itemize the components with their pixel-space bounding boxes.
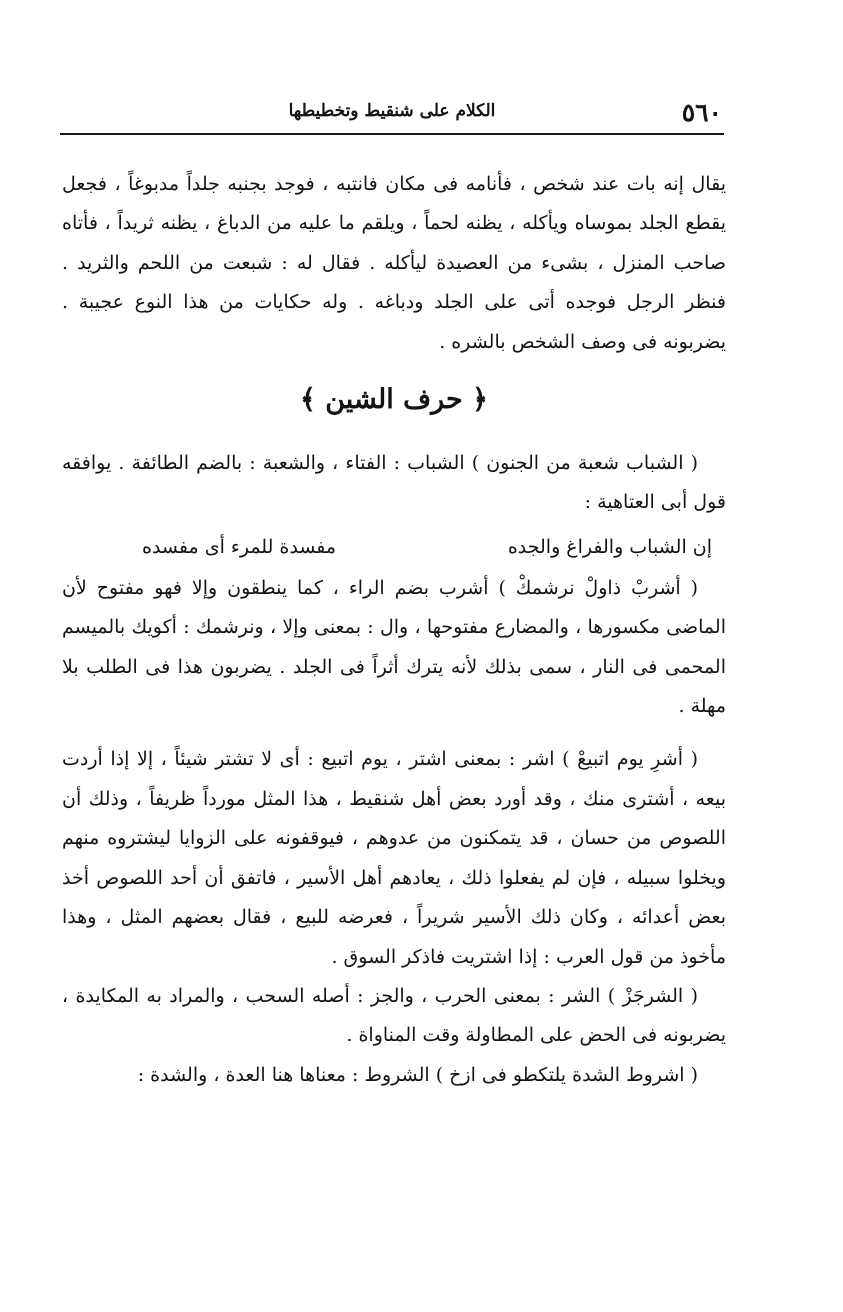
verse-first-hemistich: إن الشباب والفراغ والجده	[507, 535, 712, 558]
text-line: ( أشرِ يوم اتبيعْ ) اشر : بمعنى اشتر ، يوم اتبيع : أى لا تشتر شيئاً ، إلا إذا	[110, 748, 698, 771]
text-line: ( الشرجَزْ ) الشر : بمعنى الحرب ، والجز : أصله السحب ، والمراد به	[146, 984, 698, 1007]
text-line: وذلك أن اللصوص من حسان ، قد يتمكنون من عدوهم ، فيوقفونه على الزوايا	[62, 787, 726, 850]
text-line: فجعل يقطع الجلد بموساه ويأكله ، يظنه لحماً ، ويلقم ما عليه من الدباغ ، يظنه ثريداً ،	[62, 173, 727, 235]
paragraph-ashri	[62, 740, 726, 976]
text-line: لأن الماضى مكسورها ، والمضارع مفتوحها ، وال : بمعنى وإلا ، ونرشمك :	[62, 576, 726, 639]
text-line: ليشتروه منهم ويخلوا سبيله ، فإن لم يفعلوا ذلك ، يعادهم أهل الأسير ، فاتفق أن	[62, 827, 727, 889]
paragraph-sharjaz	[62, 977, 726, 1056]
text-line: أحد اللصوص أخذ بعض أعدائه ، وكان ذلك الأسير شريراً ، فعرضه للبيع ،	[62, 866, 726, 929]
text-line: أردت بيعه ، أشترى منك ، وقد أورد بعض أهل شنقيط ، هذا المثل مورداً ظريفاً ،	[62, 748, 726, 810]
text-line: يقال إنه بات عند شخص ، فأنامه فى مكان فانتبه ، فوجد بجنبه جلداً مدبوغاً ،	[114, 173, 726, 195]
text-line: قول أبى العتاهية :	[584, 491, 726, 514]
page-header	[62, 98, 722, 130]
text-line: فأتاه صاحب المنزل ، بشىء من العصيدة ليأكله . فقال له : شبعت من اللحم	[62, 212, 726, 274]
paragraph-ashrab	[62, 569, 726, 727]
paragraph-shabab	[62, 444, 726, 523]
poetry-verse	[62, 527, 726, 567]
header-rule	[60, 133, 724, 135]
text-line: المكايدة ، يضربونه فى الحض على المطاولة وقت المناواة .	[62, 984, 726, 1047]
running-title: الكلام على شنقيط وتخطيطها	[288, 101, 496, 121]
text-line: ( اشروط الشدة يلتكطو فى ازخ ) الشروط : معناها هنا العدة ، والشدة :	[137, 1063, 698, 1086]
page-number: ٥٦٠	[681, 98, 722, 127]
text-line: ( الشباب شعبة من الجنون ) الشباب : الفتاء ، والشعبة : بالضم الطائفة . يوافقه	[62, 452, 698, 475]
paragraph-anecdote	[62, 165, 726, 362]
verse-second-hemistich: مفسدة للمرء أى مفسده	[142, 535, 337, 558]
paragraph-shurut	[62, 1056, 726, 1095]
text-line: عجيبة . يضربونه فى وصف الشخص بالشره .	[62, 291, 726, 353]
body-text	[62, 165, 726, 1095]
text-line: فقال بعضهم المثل ، وهذا مأخوذ من قول العرب : إذا اشتريت فاذكر السوق .	[62, 906, 726, 968]
text-line: هذا فى الطلب بلا مهلة .	[62, 655, 726, 718]
section-title: ﴿ حرف الشين ﴾	[300, 384, 488, 416]
text-line: ( أشربْ ذاولْ نرشمكْ ) أشرب بضم الراء ، كما ينطقون وإلا فهو مفتوح	[96, 576, 699, 599]
text-line: أكويك بالميسم المحمى فى النار ، سمى بذلك لأنه يترك أثراً فى الجلد . يضربون	[62, 616, 726, 678]
text-line: والثريد . فنظر الرجل فوجده أتى على الجلد ودباغه . وله حكايات من هذا النوع	[62, 251, 726, 314]
